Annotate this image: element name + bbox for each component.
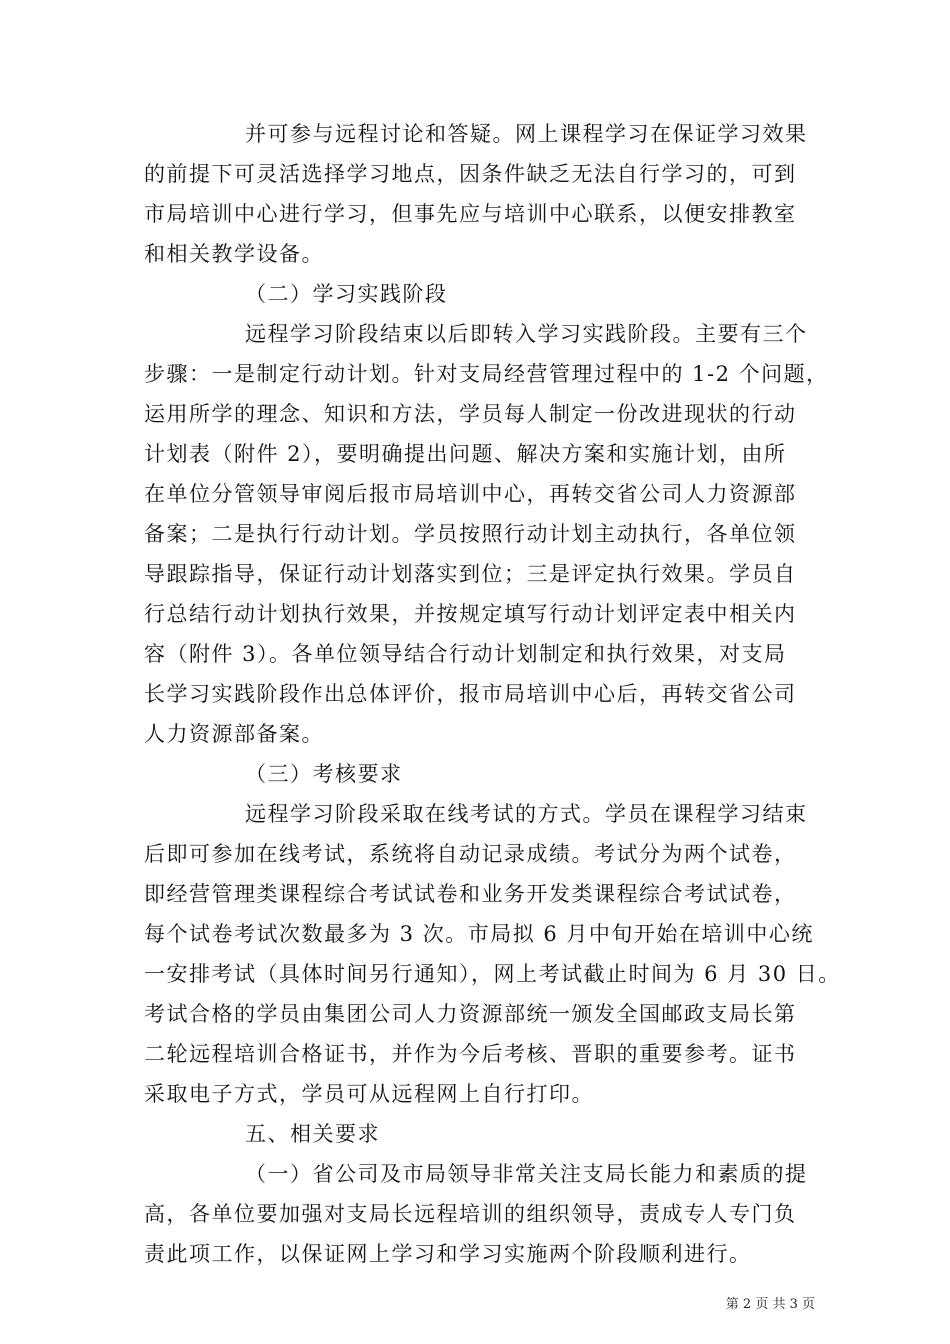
paragraph-line: 导跟踪指导，保证行动计划落实到位；三是评定执行效果。学员自 xyxy=(144,562,797,586)
paragraph-line: 考试合格的学员由集团公司人力资源部统一颁发全国邮政支局长第 xyxy=(144,1002,797,1026)
section-heading: （二）学习实践阶段 xyxy=(245,282,448,306)
page-number-footer: 第 2 页 共 3 页 xyxy=(725,1297,815,1312)
paragraph-line: 备案；二是执行行动计划。学员按照行动计划主动执行，各单位领 xyxy=(144,522,797,546)
paragraph-line: 行总结行动计划执行效果，并按规定填写行动计划评定表中相关内 xyxy=(144,602,797,626)
paragraph-line: 采取电子方式，学员可从远程网上自行打印。 xyxy=(144,1082,594,1106)
paragraph-line: 每个试卷考试次数最多为 3 次。市局拟 6 月中旬开始在培训中心统 xyxy=(144,922,814,946)
paragraph-line: 即经营管理类课程综合考试试卷和业务开发类课程综合考试试卷， xyxy=(144,882,797,906)
paragraph-line: 人力资源部备案。 xyxy=(144,722,324,746)
section-heading: （三）考核要求 xyxy=(245,762,403,786)
paragraph-line: 远程学习阶段结束以后即转入学习实践阶段。主要有三个 xyxy=(245,322,808,346)
paragraph-line: 的前提下可灵活选择学习地点，因条件缺乏无法自行学习的，可到 xyxy=(144,162,797,186)
paragraph-line: 责此项工作，以保证网上学习和学习实施两个阶段顺利进行。 xyxy=(144,1242,752,1266)
paragraph-line: 步骤：一是制定行动计划。针对支局经营管理过程中的 1-2 个问题， xyxy=(144,362,829,386)
section-heading: 五、相关要求 xyxy=(245,1122,380,1146)
paragraph-line: 市局培训中心进行学习，但事先应与培训中心联系，以便安排教室 xyxy=(144,202,797,226)
paragraph-line: 远程学习阶段采取在线考试的方式。学员在课程学习结束 xyxy=(245,802,808,826)
paragraph-line: 运用所学的理念、知识和方法，学员每人制定一份改进现状的行动 xyxy=(144,402,797,426)
paragraph-line: （一）省公司及市局领导非常关注支局长能力和素质的提 xyxy=(245,1162,808,1186)
paragraph-line: 计划表（附件 2），要明确提出问题、解决方案和实施计划，由所 xyxy=(144,442,787,466)
paragraph-line: 长学习实践阶段作出总体评价，报市局培训中心后，再转交省公司 xyxy=(144,682,797,706)
paragraph-line: 后即可参加在线考试，系统将自动记录成绩。考试分为两个试卷， xyxy=(144,842,797,866)
paragraph-line: 一安排考试（具体时间另行通知），网上考试截止时间为 6 月 30 日。 xyxy=(144,962,841,986)
paragraph-line: 在单位分管领导审阅后报市局培训中心，再转交省公司人力资源部 xyxy=(144,482,797,506)
paragraph-line: 并可参与远程讨论和答疑。网上课程学习在保证学习效果 xyxy=(245,122,808,146)
paragraph-line: 二轮远程培训合格证书，并作为今后考核、晋职的重要参考。证书 xyxy=(144,1042,797,1066)
paragraph-line: 和相关教学设备。 xyxy=(144,242,324,266)
paragraph-line: 容（附件 3）。各单位领导结合行动计划制定和执行效果，对支局 xyxy=(144,642,787,666)
paragraph-line: 高，各单位要加强对支局长远程培训的组织领导，责成专人专门负 xyxy=(144,1202,797,1226)
